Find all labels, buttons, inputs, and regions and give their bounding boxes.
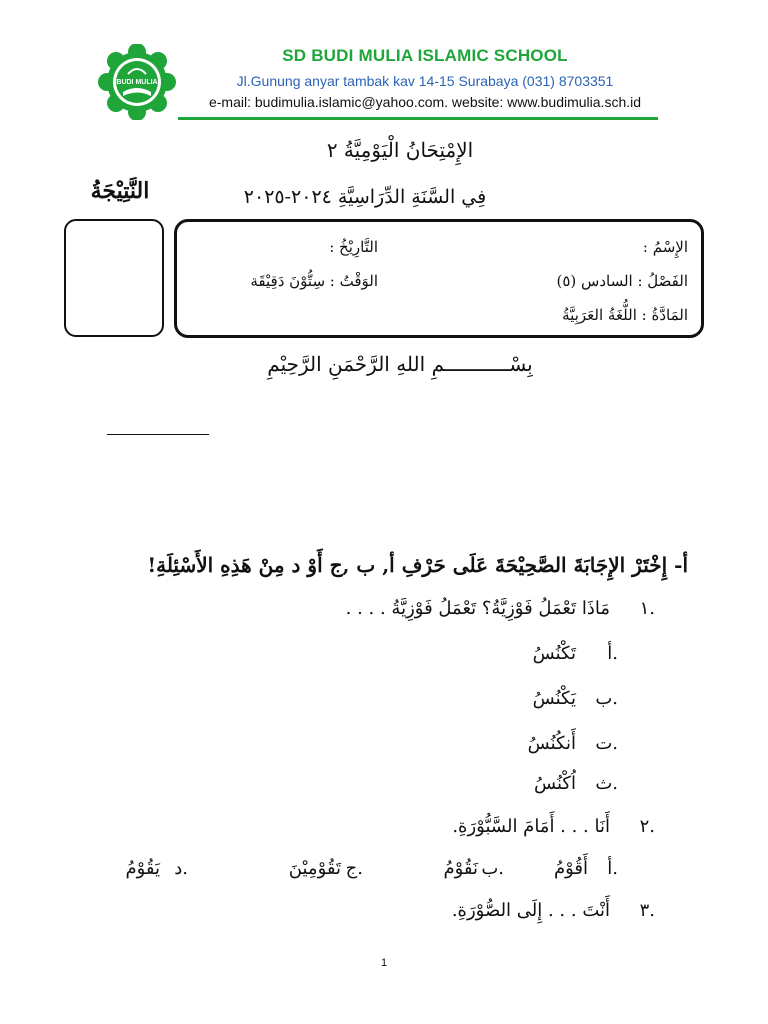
date-field: التَّارِيْخُ :: [329, 238, 378, 256]
option-text: أَقُوْمُ: [553, 858, 588, 879]
name-field: الإِسْمُ :: [642, 238, 688, 256]
option-text: اُكْنُسُ: [534, 773, 576, 794]
basmala: بِسْـــــــــــمِ اللهِ الرَّحْمَنِ الرَّحِيْمِ: [267, 352, 533, 376]
school-address: Jl.Gunung anyar tambak kav 14-15 Surabaya (031) 8703351: [236, 73, 614, 89]
question-number: ٣.: [639, 900, 655, 921]
option-letter: أ.: [607, 643, 618, 664]
option-letter: د.: [174, 858, 188, 879]
option-text: يَكْنُسُ: [532, 688, 576, 709]
question-text: أَنَا . . . أَمَامَ السَّبُّوْرَةِ.: [452, 816, 610, 837]
question-number: ١.: [639, 598, 655, 619]
option-letter: أ.: [607, 858, 618, 879]
svg-text:BUDI MULIA: BUDI MULIA: [116, 79, 158, 86]
result-label: النَّتِيْجَةُ: [90, 178, 150, 204]
option-letter: ب.: [595, 688, 618, 709]
school-logo: [98, 44, 176, 120]
academic-year: فِي السَّنَةِ الدِّرَاسِيَّةِ ٢٠٢٤-٢٠٢٥: [243, 186, 487, 208]
question-number: ٢.: [639, 816, 655, 837]
option-text: أَنكُنُسُ: [527, 733, 576, 754]
class-field: الفَصْلُ : السادس (٥): [556, 272, 688, 290]
option-letter: ج.: [345, 858, 363, 879]
question-text: مَاذَا تَعْمَلُ فَوْزِيَّةُ؟ تَعْمَلُ فَوْزِيَّةُ . . . .: [345, 598, 610, 619]
option-letter: ث.: [595, 773, 618, 794]
underline-blank: [107, 434, 209, 435]
option-letter: ت.: [595, 733, 618, 754]
option-text: يَقُوْمُ: [125, 858, 160, 879]
question-text: أَنْتَ . . . إِلَى الصُّوْرَةِ.: [451, 900, 610, 921]
option-text: نَقُوْمُ: [443, 858, 478, 879]
option-text: تَكْنُسُ: [532, 643, 576, 664]
school-contact: e-mail: budimulia.islamic@yahoo.com. website: www.budimulia.sch.id: [208, 94, 642, 110]
score-box: [64, 219, 164, 337]
time-field: الوَقْتُ : سِتُّوْنَ دَقِيْقَة: [250, 272, 378, 290]
subject-field: المَادَّةُ : اللُّغَةُ العَرَبِيَّةُ: [562, 306, 688, 324]
section-heading: أ- إِخْتَرْ الإِجَابَةَ الصَّحِيْحَةَ عَلَى حَرْفِ أ, ب ,ج أَوْ د مِنْ هَذِهِ الأَسْئِلَةِ!: [147, 553, 688, 577]
school-name: SD BUDI MULIA ISLAMIC SCHOOL: [282, 46, 568, 65]
option-text: تَقُوْمِيْنَ: [288, 858, 341, 879]
option-letter: ب.: [481, 858, 504, 879]
page-number: 1: [380, 957, 388, 969]
header-divider: [178, 117, 658, 120]
exam-title: الإِمْتِحَانُ الْيَوْمِيَّةُ ٢: [326, 138, 474, 162]
